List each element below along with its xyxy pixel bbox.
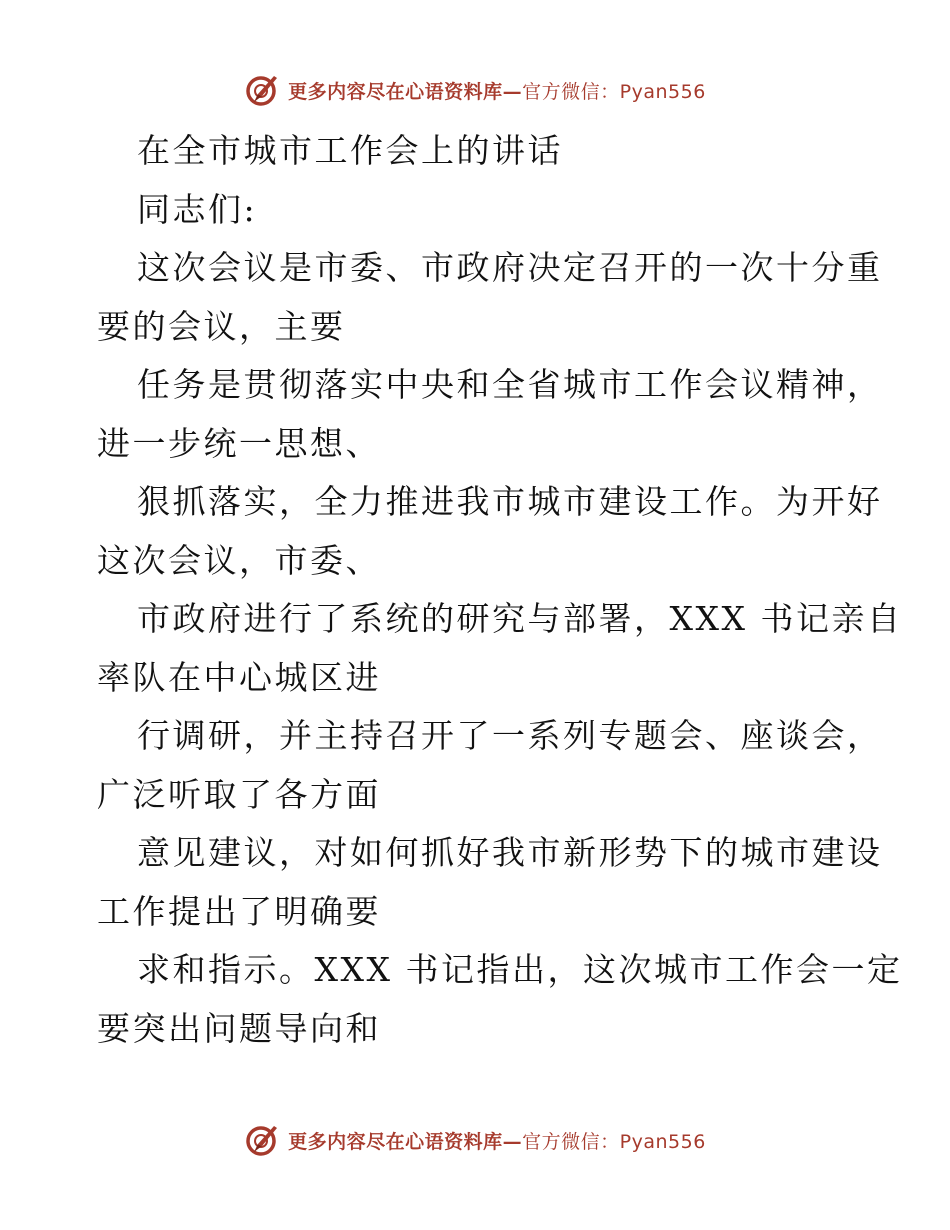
text-line: 这次会议，市委、 [97, 540, 381, 580]
banner-dash: — [502, 1130, 523, 1153]
text-line: 狠抓落实，全力推进我市城市建设工作。为开好 [137, 482, 883, 521]
banner-text [288, 77, 706, 104]
text-line: 意见建议，对如何抓好我市新形势下的城市建设 [137, 833, 883, 872]
text-line: 行调研，并主持召开了一系列专题会、座谈会， [137, 716, 883, 755]
text-line: 在全市城市工作会上的讲话 [137, 131, 563, 170]
footer-banner [0, 1120, 950, 1160]
text-line: 市政府进行了系统的研究与部署，XXX 书记亲自 [137, 599, 903, 638]
banner-text [288, 1127, 706, 1154]
document-body [97, 122, 903, 1058]
banner-dash: — [502, 80, 523, 103]
banner-site-name: 更多内容尽在心语资料库 [288, 1130, 503, 1153]
text-line: 求和指示。XXX 书记指出，这次城市工作会一定 [137, 950, 903, 989]
text-line: 率队在中心城区进 [97, 657, 381, 697]
text-line: 进一步统一思想、 [97, 423, 381, 463]
quill-circle-icon [244, 72, 280, 108]
banner-site-name: 更多内容尽在心语资料库 [288, 80, 503, 103]
text-line: 这次会议是市委、市政府决定召开的一次十分重 [137, 248, 883, 287]
header-banner [0, 70, 950, 110]
quill-circle-icon [244, 1122, 280, 1158]
banner-wechat: 官方微信：Pyan556 [522, 80, 706, 103]
text-line: 工作提出了明确要 [97, 891, 381, 931]
text-line: 同志们: [137, 189, 258, 229]
text-line: 广泛听取了各方面 [97, 774, 381, 814]
text-line: 要突出问题导向和 [97, 1008, 381, 1048]
text-line: 要的会议，主要 [97, 306, 346, 346]
text-line: 任务是贯彻落实中央和全省城市工作会议精神， [137, 365, 883, 404]
banner-wechat: 官方微信：Pyan556 [522, 1130, 706, 1153]
